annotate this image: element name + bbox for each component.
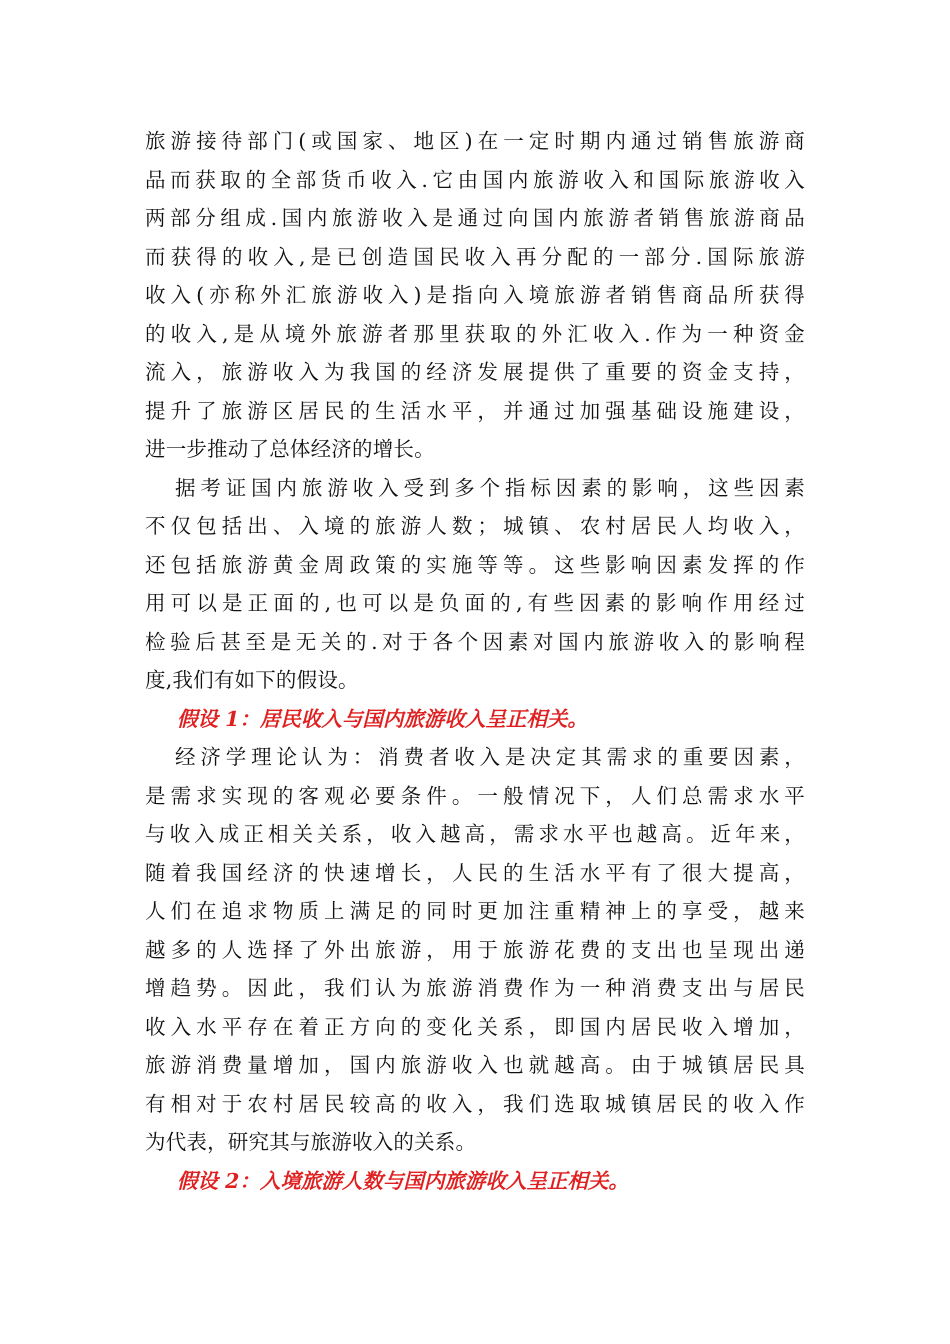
paragraph-line: 人们在追求物质上满足的同时更加注重精神上的享受，越来 bbox=[145, 899, 805, 923]
paragraph-line: 两部分组成.国内旅游收入是通过向国内旅游者销售旅游商品 bbox=[145, 206, 805, 230]
paragraph-line: 旅游消费量增加，国内旅游收入也就越高。由于城镇居民具 bbox=[145, 1053, 805, 1077]
paragraph-line: 流入，旅游收入为我国的经济发展提供了重要的资金支持， bbox=[145, 360, 805, 384]
paragraph-line: 而获得的收入,是已创造国民收入再分配的一部分.国际旅游 bbox=[145, 244, 805, 269]
hypothesis-2-heading: 假设 2：入境旅游人数与国内旅游收入呈正相关。 bbox=[177, 1168, 629, 1193]
paragraph-line: 有相对于农村居民较高的收入，我们选取城镇居民的收入作 bbox=[145, 1091, 805, 1116]
hypothesis-1-heading: 假设 1：居民收入与国内旅游收入呈正相关。 bbox=[177, 706, 588, 731]
paragraph-line: 进一步推动了总体经济的增长。 bbox=[145, 437, 435, 461]
paragraph-line: 品而获取的全部货币收入.它由国内旅游收入和国际旅游收入 bbox=[145, 167, 805, 192]
paragraph-line: 收入(亦称外汇旅游收入)是指向入境旅游者销售商品所获得 bbox=[145, 283, 805, 307]
paragraph-line: 不仅包括出、入境的旅游人数；城镇、农村居民人均收入， bbox=[145, 514, 805, 538]
paragraph-economic-theory bbox=[145, 738, 805, 1162]
paragraph-line: 提升了旅游区居民的生活水平，并通过加强基础设施建设， bbox=[145, 398, 805, 423]
paragraph-line: 为代表，研究其与旅游收入的关系。 bbox=[145, 1130, 477, 1154]
paragraph-line: 据考证国内旅游收入受到多个指标因素的影响，这些因素 bbox=[175, 475, 805, 500]
document-body bbox=[145, 122, 805, 1200]
paragraph-line: 旅游接待部门(或国家、地区)在一定时期内通过销售旅游商 bbox=[145, 129, 805, 153]
paragraph-line: 收入水平存在着正方向的变化关系，即国内居民收入增加， bbox=[145, 1014, 805, 1039]
paragraph-line: 还包括旅游黄金周政策的实施等等。这些影响因素发挥的作 bbox=[145, 552, 805, 577]
paragraph-line: 经济学理论认为：消费者收入是决定其需求的重要因素， bbox=[175, 745, 805, 769]
paragraph-line: 是需求实现的客观必要条件。一般情况下，人们总需求水平 bbox=[145, 783, 805, 808]
paragraph-tourism-income-definition bbox=[145, 122, 805, 469]
paragraph-line: 度,我们有如下的假设。 bbox=[145, 668, 359, 692]
paragraph-line: 用可以是正面的,也可以是负面的,有些因素的影响作用经过 bbox=[145, 591, 805, 615]
paragraph-influencing-factors bbox=[145, 469, 805, 700]
paragraph-line: 检验后甚至是无关的.对于各个因素对国内旅游收入的影响程 bbox=[145, 629, 805, 654]
paragraph-line: 的收入,是从境外旅游者那里获取的外汇收入.作为一种资金 bbox=[145, 321, 805, 346]
paragraph-line: 增趋势。因此，我们认为旅游消费作为一种消费支出与居民 bbox=[145, 976, 805, 1000]
paragraph-line: 随着我国经济的快速增长，人民的生活水平有了很大提高， bbox=[145, 860, 805, 885]
paragraph-line: 越多的人选择了外出旅游，用于旅游花费的支出也呈现出递 bbox=[145, 937, 805, 962]
paragraph-line: 与收入成正相关关系，收入越高，需求水平也越高。近年来， bbox=[145, 822, 805, 846]
